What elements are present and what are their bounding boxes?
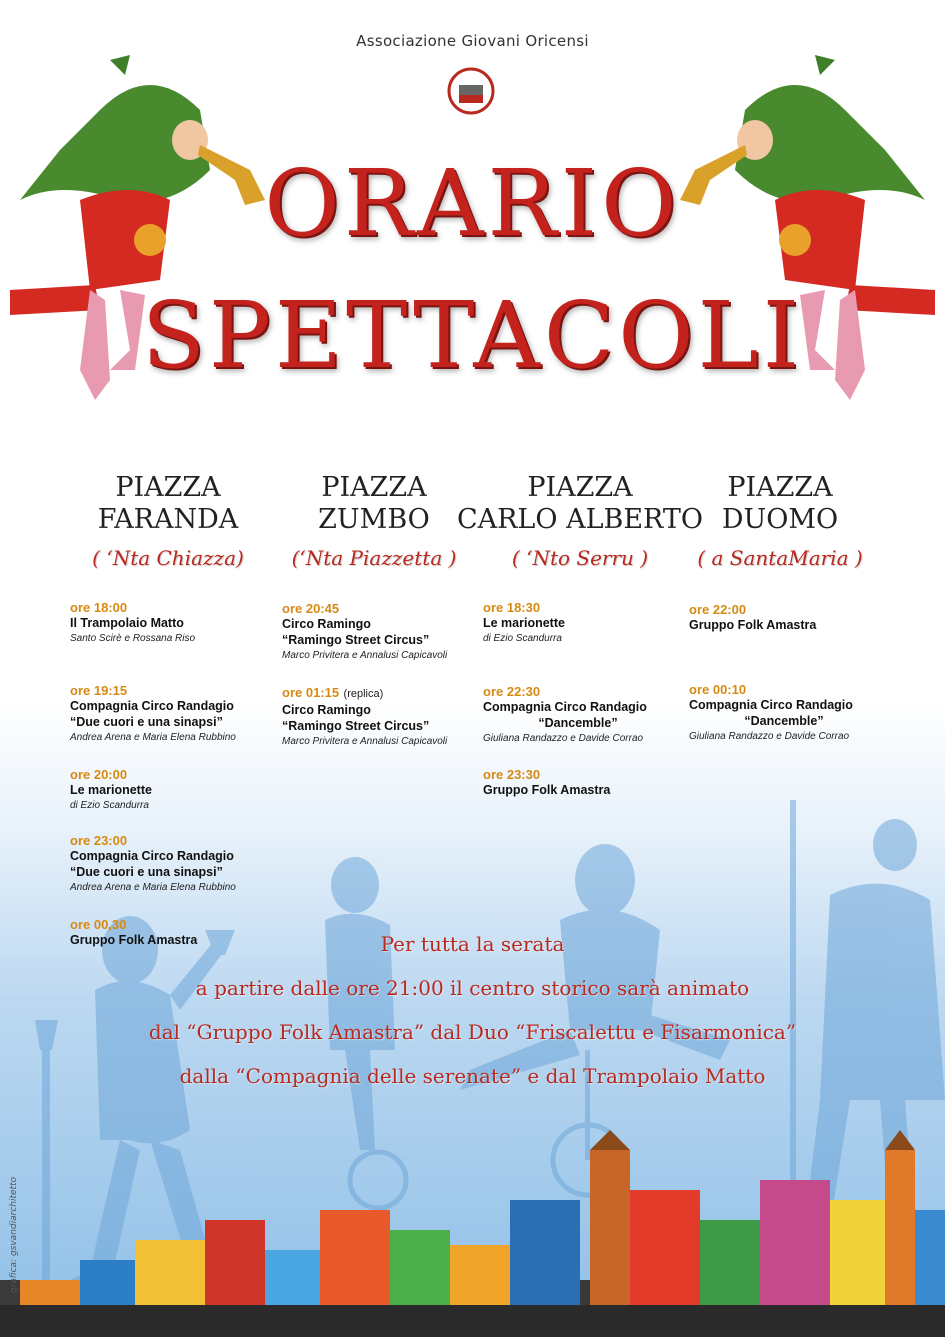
piazza-faranda-header [53, 472, 283, 570]
event-time: ore 22:30 [483, 684, 541, 699]
event-title: Gruppo Folk Amastra [483, 783, 611, 797]
event-performers: Giuliana Randazzo e Davide Corrao [483, 733, 644, 744]
association-logo-icon [447, 67, 495, 115]
event-time: ore 20:00 [70, 767, 128, 782]
event-performers: Andrea Arena e Maria Elena Rubbino [70, 882, 236, 893]
event-performers: Marco Privitera e Annalusi Capicavoli [282, 736, 448, 747]
event-note: (replica) [343, 688, 384, 700]
event-time: ore 23:30 [483, 767, 541, 782]
closing-announcement [0, 922, 945, 1098]
piazza-subtitle: ( ‘Nto Serru ) [511, 546, 649, 570]
event-title: Circo Ramingo [282, 617, 371, 631]
closing-line: dalla “Compagnia delle serenate” e dal Trampolaio Matto [179, 1064, 766, 1088]
event-title: Compagnia Circo Randagio [483, 700, 647, 714]
event-performers: Marco Privitera e Annalusi Capicavoli [282, 650, 448, 661]
piazza-name-line-2: FARANDA [97, 504, 239, 535]
graphics-credit: grafica: gsvandiarchitetto [9, 1176, 19, 1294]
event-show-name: “Dancemble” [744, 714, 824, 728]
event-title: Il Trampolaio Matto [70, 616, 184, 630]
piazza-subtitle: ( a SantaMaria ) [697, 546, 863, 570]
piazza-name-line-2: ZUMBO [318, 504, 430, 535]
piazza-name-line-1: PIAZZA [727, 472, 833, 503]
closing-line: a partire dalle ore 21:00 il centro storico sarà animato [195, 976, 750, 1000]
event-time: ore 22:00 [689, 602, 747, 617]
event-time: ore 23:00 [70, 833, 128, 848]
piazza-name-line-2: CARLO ALBERTO [456, 504, 704, 535]
event-time: ore 00,30 [70, 917, 127, 932]
piazza-duomo-header [665, 472, 895, 570]
piazza-name-line-1: PIAZZA [321, 472, 427, 503]
event-show-name: “Due cuori e una sinapsi” [70, 865, 223, 879]
piazza-name-line-1: PIAZZA [115, 472, 221, 503]
event-time: ore 19:15 [70, 683, 128, 698]
schedule-entry [689, 602, 816, 633]
title-line-2: SPETTACOLI [141, 282, 804, 389]
schedule-entry [70, 767, 152, 811]
event-title: Gruppo Folk Amastra [689, 618, 817, 632]
piazza-name-line-1: PIAZZA [527, 472, 633, 503]
event-title: Le marionette [483, 616, 565, 630]
town-skyline-illustration [0, 1130, 945, 1337]
event-time: ore 18:00 [70, 600, 128, 615]
closing-line: Per tutta la serata [380, 932, 565, 956]
event-time: ore 18:30 [483, 600, 541, 615]
closing-line: dal “Gruppo Folk Amastra” dal Duo “Friscalettu e Fisarmonica” [148, 1020, 797, 1044]
piazza-subtitle: (‘Nta Piazzetta ) [291, 546, 457, 570]
event-show-name: “Due cuori e una sinapsi” [70, 715, 223, 729]
event-performers: Giuliana Randazzo e Davide Corrao [689, 731, 850, 742]
event-title: Compagnia Circo Randagio [70, 699, 234, 713]
event-title: Compagnia Circo Randagio [689, 698, 853, 712]
schedule-entry [70, 683, 236, 743]
event-time: ore 01:15 [282, 685, 340, 700]
schedule-entry [282, 601, 447, 661]
event-performers: di Ezio Scandurra [483, 633, 562, 644]
association-name: Associazione Giovani Oricensi [356, 32, 589, 50]
schedule-entry [483, 684, 673, 744]
title-line-1: ORARIO [264, 150, 681, 257]
event-show-name: “Ramingo Street Circus” [282, 719, 430, 733]
event-title: Le marionette [70, 783, 152, 797]
piazza-subtitle: ( ‘Nta Chiazza) [92, 546, 244, 570]
event-time: ore 00:10 [689, 682, 747, 697]
schedule-entry [70, 833, 236, 893]
schedule-entry [70, 600, 195, 644]
event-show-name: “Ramingo Street Circus” [282, 633, 430, 647]
event-title: Compagnia Circo Randagio [70, 849, 234, 863]
event-performers: Santo Scirè e Rossana Riso [70, 633, 196, 644]
event-performers: Andrea Arena e Maria Elena Rubbino [70, 732, 236, 743]
event-title: Circo Ramingo [282, 703, 371, 717]
event-title: Gruppo Folk Amastra [70, 933, 198, 947]
schedule-entry [483, 600, 565, 644]
event-show-name: “Dancemble” [538, 716, 618, 730]
piazza-name-line-2: DUOMO [721, 504, 839, 535]
schedule-entry [282, 684, 447, 747]
event-performers: di Ezio Scandurra [70, 800, 149, 811]
schedule-entry [483, 767, 610, 798]
event-time: ore 20:45 [282, 601, 340, 616]
schedule-entry [689, 682, 879, 742]
